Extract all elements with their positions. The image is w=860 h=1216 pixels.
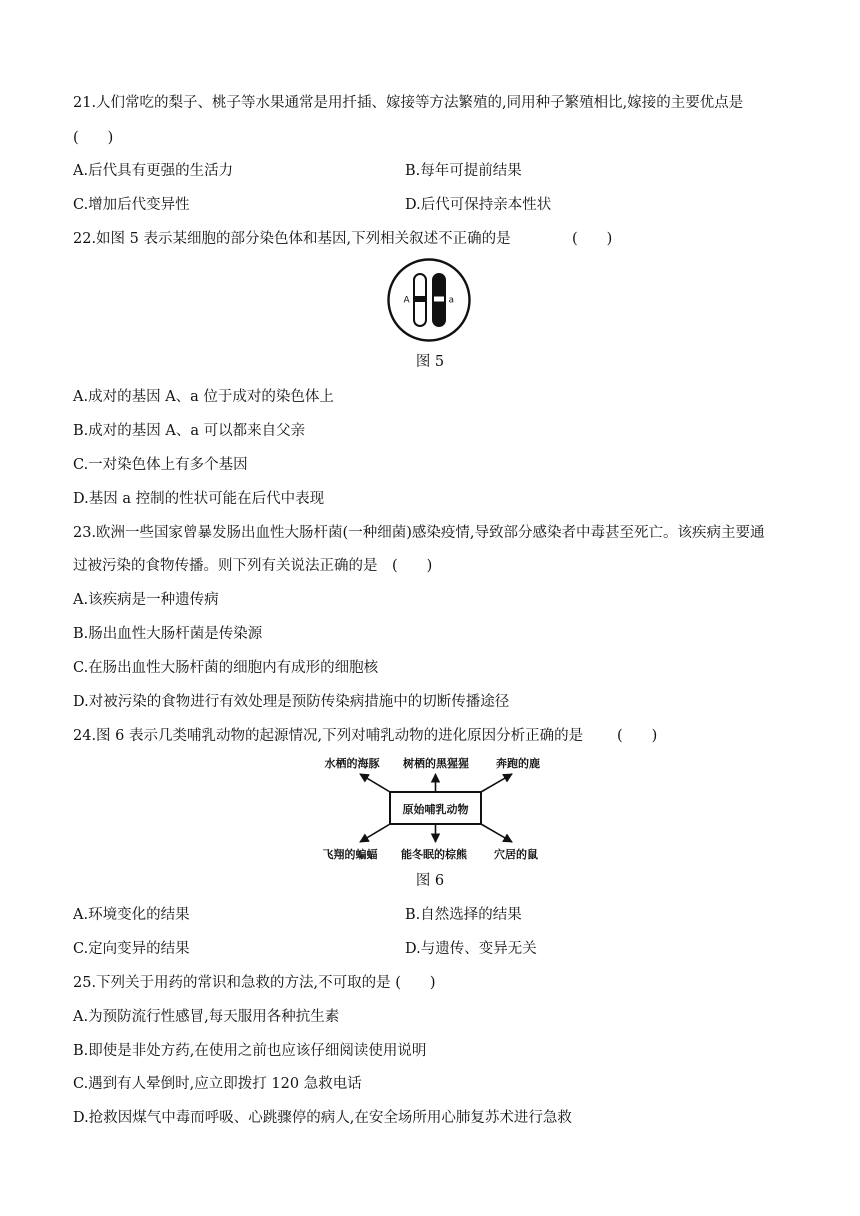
q23-option-c: C.在肠出血性大肠杆菌的细胞内有成形的细胞核 [73, 660, 379, 676]
label-brown-bear: 能冬眠的棕熊 [401, 848, 467, 861]
q24-option-d: D.与遗传、变异无关 [405, 941, 537, 957]
cell-outline [389, 260, 470, 341]
figure-5-chromosome-cell [386, 257, 472, 343]
q21-option-b: B.每年可提前结果 [405, 163, 522, 179]
q23-stem-line2: 过被污染的食物传播。则下列有关说法正确的是 ( ) [73, 558, 433, 574]
q21-stem-line2: ( ) [73, 130, 114, 146]
q24-option-a: A.环境变化的结果 [73, 907, 190, 923]
q22-option-a: A.成对的基因 A、a 位于成对的染色体上 [73, 389, 334, 405]
q24-stem: 24.图 6 表示几类哺乳动物的起源情况,下列对哺乳动物的进化原因分析正确的是 [73, 728, 584, 744]
q23-option-d: D.对被污染的食物进行有效处理是预防传染病措施中的切断传播途径 [73, 694, 510, 710]
q21-option-d: D.后代可保持亲本性状 [405, 197, 552, 213]
figure-5-caption: 图 5 [415, 354, 445, 370]
q25-stem: 25.下列关于用药的常识和急救的方法,不可取的是 ( ) [73, 975, 436, 991]
q23-option-b: B.肠出血性大肠杆菌是传染源 [73, 626, 263, 642]
q25-option-b: B.即使是非处方药,在使用之前也应该仔细阅读使用说明 [73, 1043, 427, 1059]
q21-stem-line1: 21.人们常吃的梨子、桃子等水果通常是用扦插、嫁接等方法繁殖的,同用种子繁殖相比,嫁接的主要优点是 [73, 95, 744, 111]
q25-option-a: A.为预防流行性感冒,每天服用各种抗生素 [73, 1009, 340, 1025]
gene-label-left: A [403, 295, 410, 306]
q22-answer-bracket: ( ) [572, 231, 613, 247]
q22-option-b: B.成对的基因 A、a 可以都来自父亲 [73, 423, 306, 439]
q25-option-c: C.遇到有人晕倒时,应立即拨打 120 急救电话 [73, 1076, 362, 1092]
label-primitive-mammal: 原始哺乳动物 [402, 803, 469, 816]
q24-answer-bracket: ( ) [617, 728, 658, 744]
figure-6-mammal-origin-diagram [310, 748, 550, 866]
gene-band-right [434, 297, 444, 302]
arrow-to-dolphin [360, 774, 390, 792]
q25-option-d: D.抢救因煤气中毒而呼吸、心跳骤停的病人,在安全场所用心肺复苏术进行急救 [73, 1110, 572, 1126]
q23-stem-line1: 23.欧洲一些国家曾暴发肠出血性大肠杆菌(一种细菌)感染疫情,导致部分感染者中毒甚至死亡。该疾病主要通 [73, 525, 765, 541]
q22-option-d: D.基因 a 控制的性状可能在后代中表现 [73, 491, 325, 507]
q24-option-c: C.定向变异的结果 [73, 941, 190, 957]
label-deer: 奔跑的鹿 [496, 757, 540, 770]
gene-band-left [414, 296, 426, 302]
q21-option-c: C.增加后代变异性 [73, 197, 190, 213]
arrow-to-mouse [481, 824, 512, 842]
q21-option-a: A.后代具有更强的生活力 [73, 163, 234, 179]
gene-label-right: a [448, 295, 455, 306]
figure-6-caption: 图 6 [415, 873, 445, 889]
arrow-to-bat [360, 824, 390, 842]
q22-option-c: C.一对染色体上有多个基因 [73, 457, 248, 473]
q22-stem: 22.如图 5 表示某细胞的部分染色体和基因,下列相关叙述不正确的是 [73, 231, 511, 247]
label-chimpanzee: 树栖的黑猩猩 [403, 757, 469, 770]
label-mouse: 穴居的鼠 [494, 848, 538, 861]
arrow-to-deer [481, 774, 512, 792]
label-bat: 飞翔的蝙蝠 [322, 848, 378, 861]
q23-option-a: A.该疾病是一种遗传病 [73, 592, 219, 608]
label-dolphin: 水栖的海豚 [324, 757, 380, 770]
q24-option-b: B.自然选择的结果 [405, 907, 522, 923]
